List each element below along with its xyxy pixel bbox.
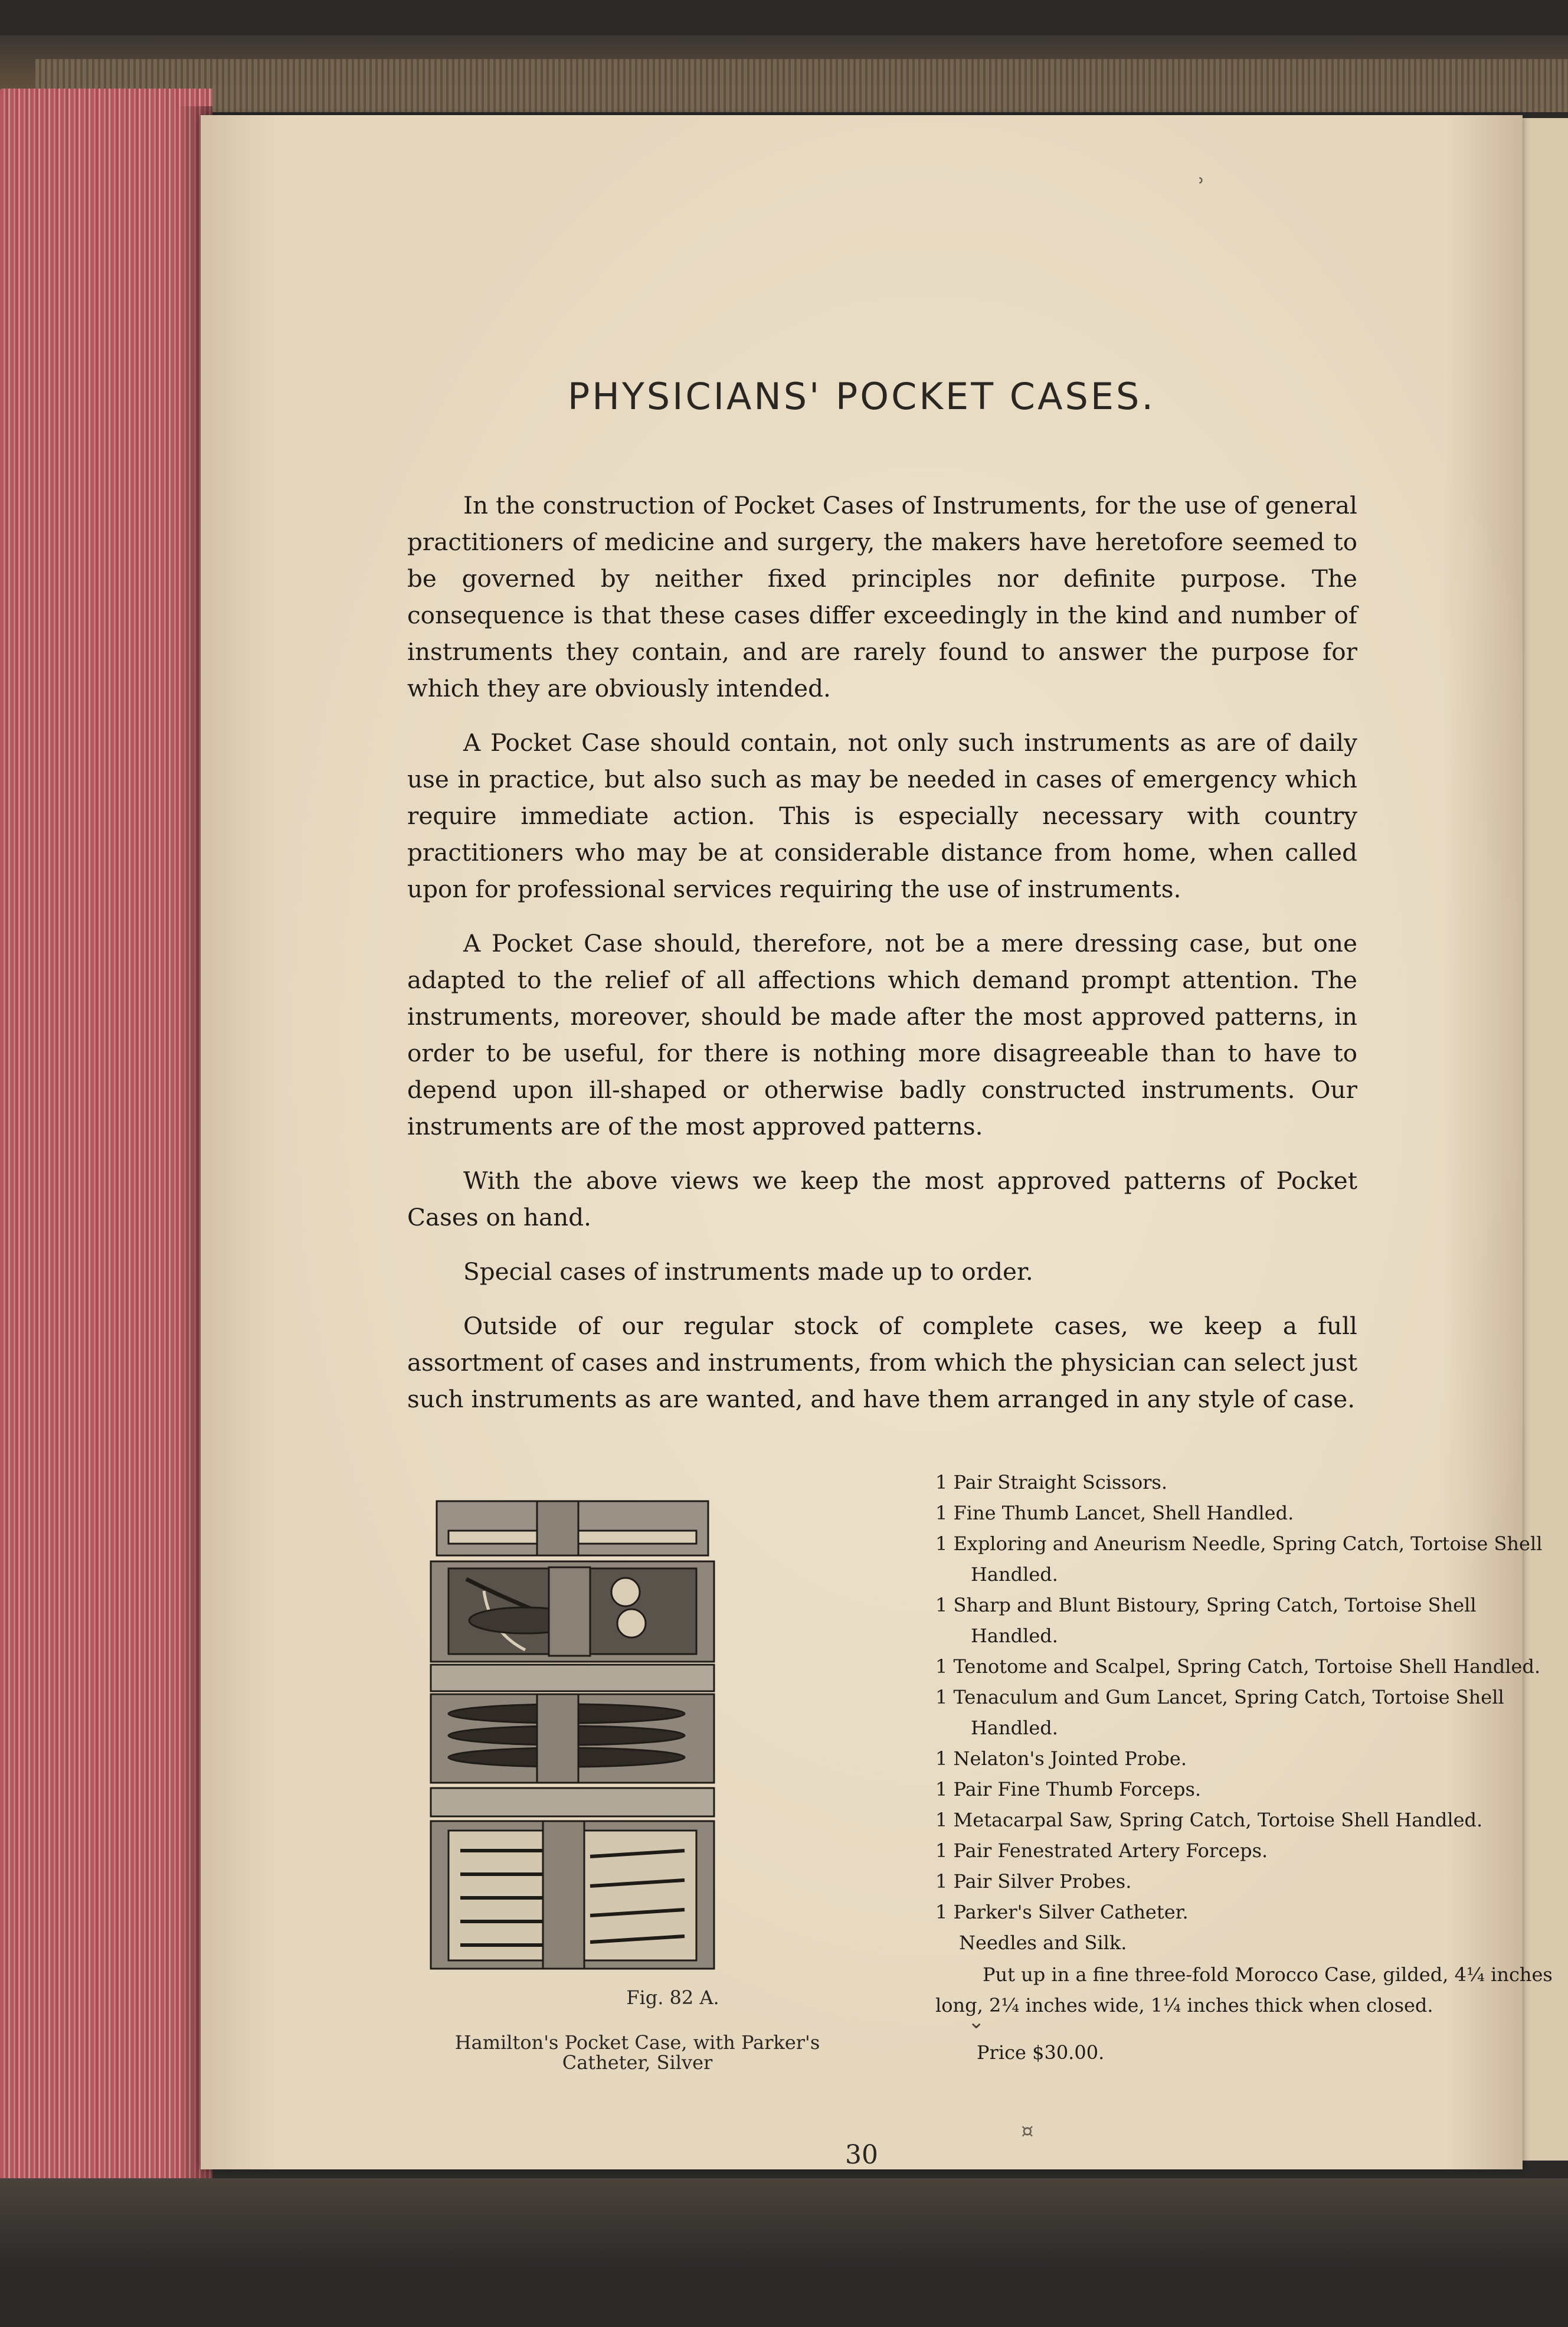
list-item: 1 Pair Fine Thumb Forceps. <box>935 1778 1202 1800</box>
margin-mark: ⌄ <box>968 2010 985 2034</box>
needles-item: Needles and Silk. <box>959 1931 1127 1954</box>
pocket-case-lower-tray <box>425 1786 720 1975</box>
book-page <box>201 115 1553 2170</box>
list-item: 1 Parker's Silver Catheter. <box>935 1901 1189 1923</box>
list-item: 1 Nelaton's Jointed Probe. <box>935 1747 1187 1770</box>
list-item: 1 Pair Fenestrated Artery Forceps. <box>935 1839 1268 1862</box>
paragraph: Outside of our regular stock of complete cases, we keep a full assortment of cases and instruments, from which the physician can select just such instruments as are wanted, and have them arranged in any style of case. <box>407 1312 1357 1413</box>
paragraph: Special cases of instruments made up to order. <box>463 1257 1033 1286</box>
margin-mark: ʾ <box>1198 174 1206 201</box>
list-item: 1 Exploring and Aneurism Needle, Spring Catch, Tortoise Shell Handled. <box>935 1532 1543 1586</box>
list-item: 1 Fine Thumb Lancet, Shell Handled. <box>935 1502 1294 1524</box>
figure-label: Fig. 82 A. <box>626 1986 719 2009</box>
body-text <box>407 487 1357 1435</box>
list-item: 1 Pair Straight Scissors. <box>935 1471 1167 1493</box>
paragraph: A Pocket Case should contain, not only such instruments as are of daily use in practice, but also such as may be needed in cases of emergency which require immediate action. This is especially necessary with country practitioners who may be at considerable distance from home, when called upon for professional services requiring the use of instruments. <box>407 728 1357 903</box>
case-description: Put up in a fine three-fold Morocco Case, gilded, 4¼ inches long, 2¼ inches wide, 1¼ inches thick when closed. <box>935 1963 1553 2016</box>
page-number: 30 <box>845 2140 878 2170</box>
pocket-case-illustration <box>425 1496 720 1786</box>
paragraph: With the above views we keep the most approved patterns of Pocket Cases on hand. <box>407 1166 1357 1231</box>
list-item: 1 Metacarpal Saw, Spring Catch, Tortoise Shell Handled. <box>935 1809 1483 1831</box>
pocket-case-figure <box>413 1496 921 2073</box>
paragraph: A Pocket Case should, therefore, not be a mere dressing case, but one adapted to the relief of all affections which demand prompt attention. The instruments, moreover, should be made after the most approved patterns, in order to be useful, for there is nothing more disagreeable than to have to depend upon ill-shaped or otherwise badly constructed instruments. Our instruments are of the most approved patterns. <box>407 929 1357 1140</box>
instrument-list <box>935 1467 1567 2068</box>
book-bottom-edge <box>0 2178 1568 2327</box>
page-title: PHYSICIANS' POCKET CASES. <box>567 375 1156 418</box>
list-item: 1 Tenotome and Scalpel, Spring Catch, Tortoise Shell Handled. <box>935 1655 1541 1678</box>
figure-caption: Hamilton's Pocket Case, with Parker's Catheter, Silver <box>454 2031 820 2074</box>
paragraph: In the construction of Pocket Cases of Instruments, for the use of general practitioners of medicine and surgery, the makers have heretofore seemed to be governed by neither fixed principles nor definite purpose. The consequence is that these cases differ exceedingly in the kind and number of instruments they contain, and are rarely found to answer the purpose for which they are obviously intended. <box>407 491 1357 702</box>
list-item: 1 Pair Silver Probes. <box>935 1870 1132 1893</box>
list-item: 1 Tenaculum and Gum Lancet, Spring Catch, Tortoise Shell Handled. <box>935 1686 1504 1739</box>
list-item: 1 Sharp and Blunt Bistoury, Spring Catch, Tortoise Shell Handled. <box>935 1594 1477 1647</box>
price: Price $30.00. <box>977 2041 1105 2064</box>
margin-mark: ¤ <box>1021 2119 1034 2143</box>
book-spine-band <box>35 59 1568 112</box>
